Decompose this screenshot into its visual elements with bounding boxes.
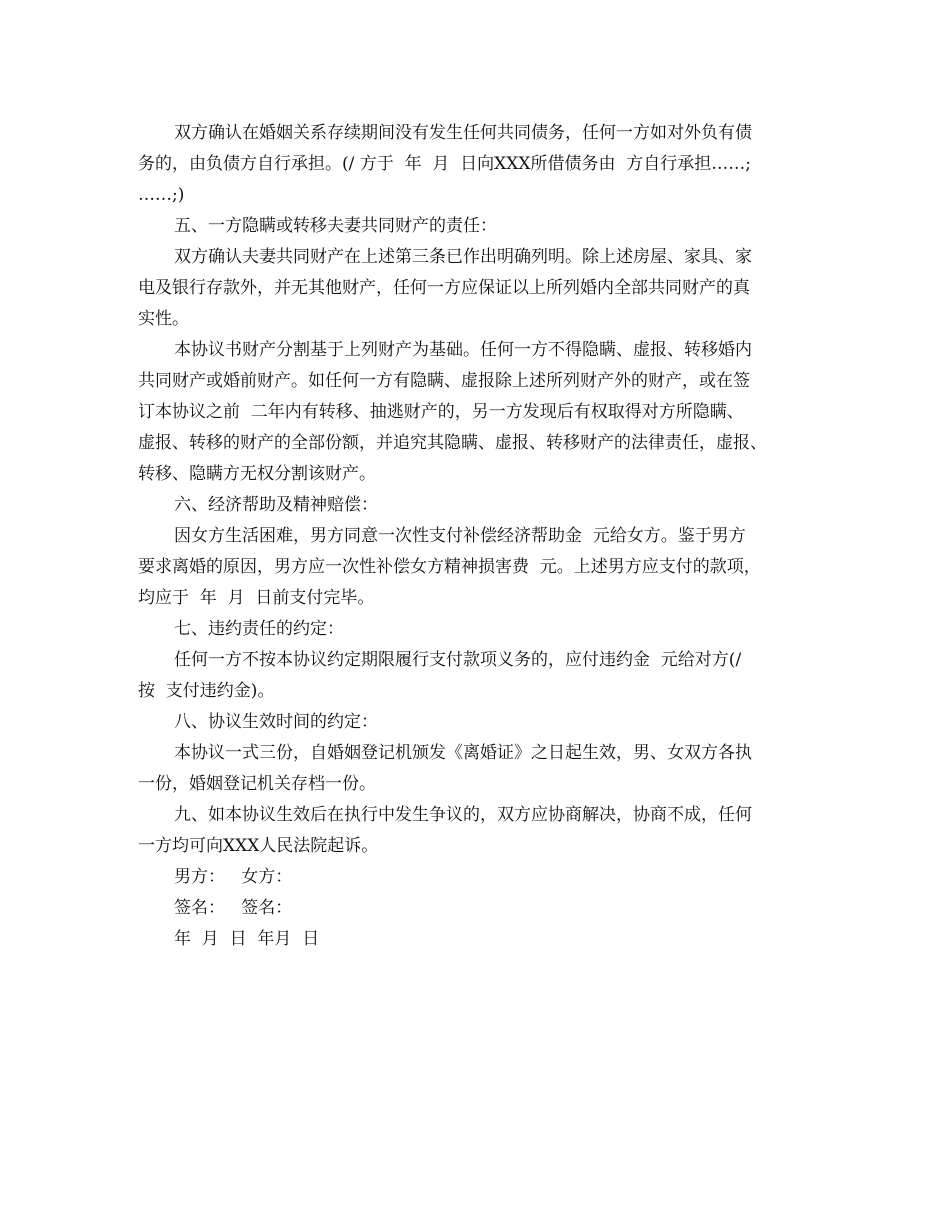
text-line: 共同财产或婚前财产。如任何一方有隐瞒、虚报除上述所列财产外的财产，或在签 — [138, 371, 750, 391]
text-line: 均应于 年 月 日前支付完毕。 — [138, 588, 375, 608]
paragraph — [138, 335, 828, 490]
document-body — [138, 118, 828, 955]
paragraph — [138, 118, 828, 211]
text-line: 务的，由负债方自行承担。(/ 方于 年 月 日向XXX所借债务由 方自行承担……; — [138, 154, 752, 174]
paragraph — [138, 924, 828, 955]
paragraph — [138, 862, 828, 893]
text-line: 要求离婚的原因，男方应一次性补偿女方精神损害费 元。上述男方应支付的款项， — [138, 557, 761, 577]
paragraph — [138, 707, 828, 738]
text-line: 虚报、转移的财产的全部份额，并追究其隐瞒、虚报、转移财产的法律责任，虚报、 — [138, 433, 767, 453]
paragraph — [138, 614, 828, 645]
paragraph — [138, 211, 828, 242]
text-line: 五、一方隐瞒或转移夫妻共同财产的责任： — [174, 216, 497, 236]
text-line: 签名： 签名： — [174, 898, 293, 918]
text-line: 年 月 日 年月 日 — [174, 929, 320, 949]
text-line: 订本协议之前 二年内有转移、抽逃财产的，另一方发现后有权取得对方所隐瞒、 — [138, 402, 744, 422]
paragraph — [138, 738, 828, 800]
text-line: 九、如本协议生效后在执行中发生争议的，双方应协商解决，协商不成，任何 — [174, 805, 752, 825]
text-line: 七、违约责任的约定： — [174, 619, 344, 639]
paragraph — [138, 242, 828, 335]
paragraph — [138, 645, 828, 707]
text-line: 按 支付违约金)。 — [138, 681, 275, 701]
text-line: 双方确认夫妻共同财产在上述第三条已作出明确列明。除上述房屋、家具、家 — [174, 247, 752, 267]
paragraph — [138, 893, 828, 924]
text-line: 一份，婚姻登记机关存档一份。 — [138, 774, 376, 794]
text-line: 男方： 女方： — [174, 867, 293, 887]
text-line: 双方确认在婚姻关系存续期间没有发生任何共同债务，任何一方如对外负有债 — [174, 123, 752, 143]
text-line: 一方均可向XXX人民法院起诉。 — [138, 836, 379, 856]
text-line: 实性。 — [138, 309, 189, 329]
text-line: 六、经济帮助及精神赔偿： — [174, 495, 378, 515]
text-line: 电及银行存款外，并无其他财产，任何一方应保证以上所列婚内全部共同财产的真 — [138, 278, 750, 298]
text-line: 因女方生活困难，男方同意一次性支付补偿经济帮助金 元给女方。鉴于男方 — [174, 526, 746, 546]
text-line: 任何一方不按本协议约定期限履行支付款项义务的，应付违约金 元给对方(/ — [174, 650, 742, 670]
paragraph — [138, 490, 828, 521]
text-line: 本协议一式三份，自婚姻登记机颁发《离婚证》之日起生效，男、女双方各执 — [174, 743, 752, 763]
text-line: ……;) — [138, 185, 185, 205]
text-line: 转移、隐瞒方无权分割该财产。 — [138, 464, 376, 484]
text-line: 本协议书财产分割基于上列财产为基础。任何一方不得隐瞒、虚报、转移婚内 — [174, 340, 752, 360]
text-line: 八、协议生效时间的约定： — [174, 712, 378, 732]
paragraph — [138, 521, 828, 614]
paragraph — [138, 800, 828, 862]
